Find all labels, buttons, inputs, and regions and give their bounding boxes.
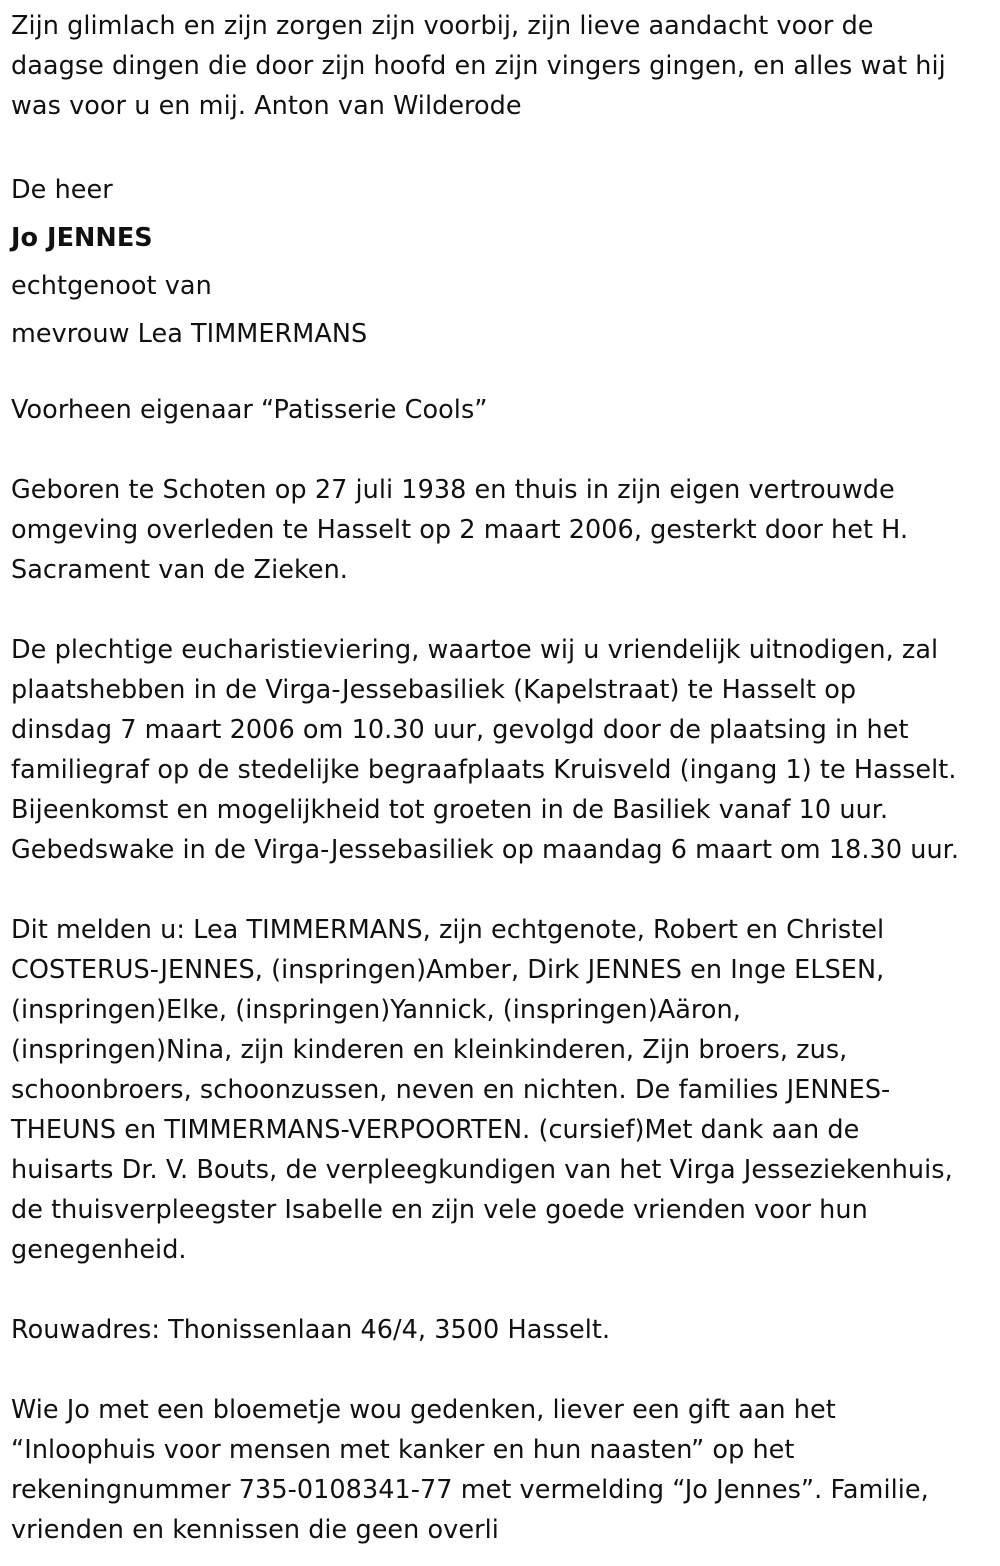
text-line: omgeving overleden te Hasselt op 2 maart 2006, gesterkt door het H. — [11, 515, 909, 545]
text-line: Rouwadres: Thonissenlaan 46/4, 3500 Hasselt. — [11, 1315, 611, 1345]
address-paragraph — [11, 1310, 990, 1350]
text-line: was voor u en mij. Anton van Wilderode — [11, 91, 522, 121]
birth-death-paragraph — [11, 470, 990, 590]
text-line: Voorheen eigenaar “Patisserie Cools” — [11, 395, 488, 425]
text-line: vrienden en kennissen die geen overli — [11, 1515, 499, 1545]
text-line: COSTERUS-JENNES, (inspringen)Amber, Dirk JENNES en Inge ELSEN, — [11, 955, 885, 985]
text-line: THEUNS en TIMMERMANS-VERPOORTEN. (cursief)Met dank aan de — [11, 1115, 860, 1145]
text-line: rekeningnummer 735-0108341-77 met vermelding “Jo Jennes”. Familie, — [11, 1475, 929, 1505]
text-line: huisarts Dr. V. Bouts, de verpleegkundigen van het Virga Jesseziekenhuis, — [11, 1155, 953, 1185]
text-line: De plechtige eucharistieviering, waartoe wij u vriendelijk uitnodigen, zal — [11, 635, 939, 665]
text-line: familiegraf op de stedelijke begraafplaats Kruisveld (ingang 1) te Hasselt. — [11, 755, 957, 785]
announcement-paragraph — [11, 910, 990, 1270]
text-line: de thuisverpleegster Isabelle en zijn vele goede vrienden voor hun — [11, 1195, 868, 1225]
text-line: Geboren te Schoten op 27 juli 1938 en thuis in zijn eigen vertrouwde — [11, 475, 895, 505]
text-line: (inspringen)Elke, (inspringen)Yannick, (inspringen)Aäron, — [11, 995, 741, 1025]
spouse-name: mevrouw Lea TIMMERMANS — [11, 319, 368, 349]
relation-label: echtgenoot van — [11, 271, 212, 301]
ceremony-paragraph — [11, 630, 990, 870]
occupation-paragraph — [11, 390, 990, 430]
text-line: Bijeenkomst en mogelijkheid tot groeten in de Basiliek vanaf 10 uur. — [11, 795, 889, 825]
text-line: plaatshebben in de Virga-Jessebasiliek (Kapelstraat) te Hasselt op — [11, 675, 857, 705]
text-line: Dit melden u: Lea TIMMERMANS, zijn echtgenote, Robert en Christel — [11, 915, 885, 945]
text-line: dinsdag 7 maart 2006 om 10.30 uur, gevolgd door de plaatsing in het — [11, 715, 909, 745]
text-line: daagse dingen die door zijn hoofd en zijn vingers gingen, en alles wat hij — [11, 51, 946, 81]
text-line: Zijn glimlach en zijn zorgen zijn voorbij, zijn lieve aandacht voor de — [11, 11, 874, 41]
quote-paragraph — [11, 6, 990, 126]
text-line: “Inloophuis voor mensen met kanker en hun naasten” op het — [11, 1435, 795, 1465]
text-line: genegenheid. — [11, 1235, 187, 1265]
text-line: Sacrament van de Zieken. — [11, 555, 348, 585]
text-line: Gebedswake in de Virga-Jessebasiliek op maandag 6 maart om 18.30 uur. — [11, 835, 960, 865]
text-line: schoonbroers, schoonzussen, neven en nichten. De families JENNES- — [11, 1075, 891, 1105]
salutation: De heer — [11, 175, 113, 205]
text-line: (inspringen)Nina, zijn kinderen en kleinkinderen, Zijn broers, zus, — [11, 1035, 848, 1065]
deceased-name: Jo JENNES — [11, 223, 153, 253]
deceased-heading — [11, 166, 990, 358]
text-line: Wie Jo met een bloemetje wou gedenken, liever een gift aan het — [11, 1395, 836, 1425]
donation-paragraph — [11, 1390, 990, 1550]
